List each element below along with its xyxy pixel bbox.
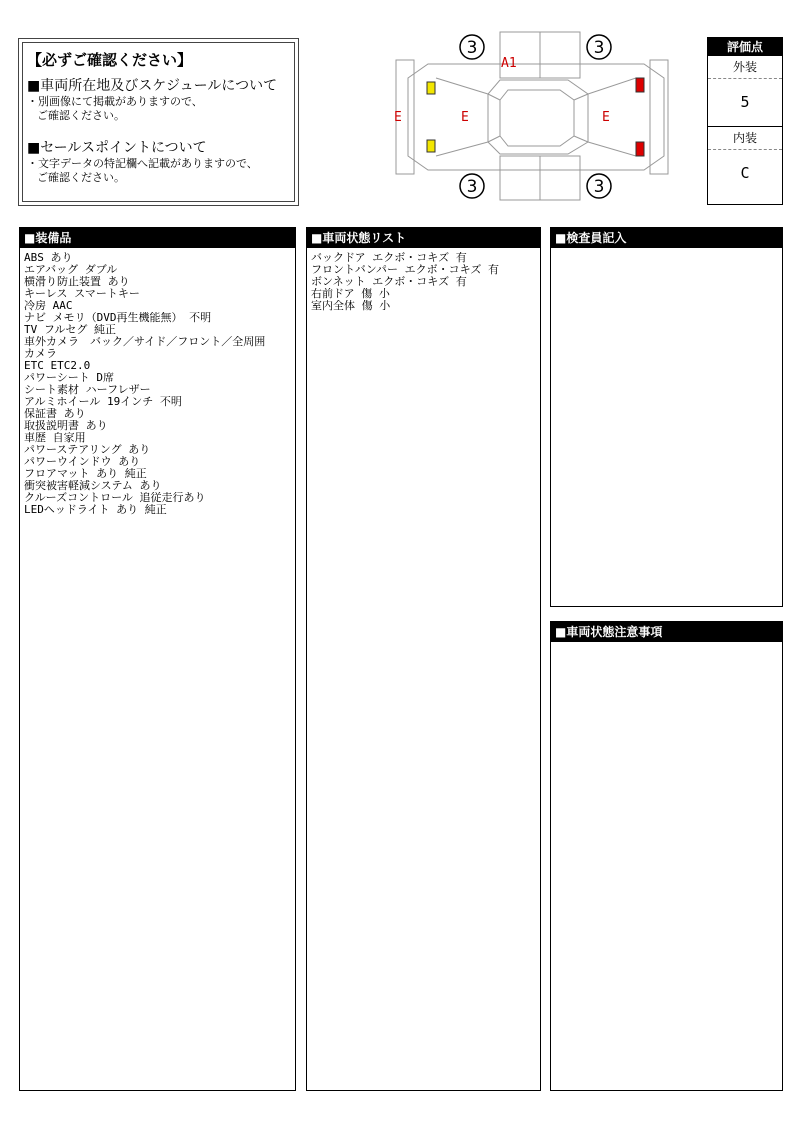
equipment-item: フロアマット あり 純正: [24, 468, 147, 480]
condition-list-panel: [306, 227, 541, 1091]
equipment-item: ナビ メモリ（DVD再生機能無） 不明: [24, 312, 212, 324]
notice-section1-line1: ・別画像にて掲載がありますので、: [27, 95, 203, 108]
notice-section2-line2: ご確認ください。: [37, 171, 125, 184]
rear-right-light: [427, 140, 435, 152]
wheel-front-right-score: 3: [593, 38, 605, 58]
notes-header: ■車両状態注意事項: [551, 622, 782, 642]
notice-section1-line2: ご確認ください。: [37, 109, 125, 122]
equipment-item: シート素材 ハーフレザー: [24, 384, 151, 396]
equipment-item: ETC ETC2.0: [24, 360, 91, 372]
condition-item: 右前ドア 傷 小: [311, 288, 390, 300]
notice-inner-border: [22, 42, 295, 202]
inspector-panel: [550, 227, 783, 607]
equipment-item: パワーステアリング あり: [24, 444, 151, 456]
notes-panel: [550, 621, 783, 1091]
front-bumper-outline: [650, 60, 668, 174]
rear-damage-marker: E: [461, 110, 469, 125]
equipment-item: アルミホイール 19インチ 不明: [24, 396, 182, 408]
equipment-item: LEDヘッドライト あり 純正: [24, 504, 167, 516]
wheel-rear-left-score: 3: [466, 177, 478, 197]
inspector-header: ■検査員記入: [551, 228, 782, 248]
condition-item: バックドア エクボ・コキズ 有: [311, 252, 467, 264]
exterior-value: 5: [740, 93, 750, 111]
equipment-item: 保証書 あり: [24, 408, 86, 420]
equipment-item: 車外カメラ バック／サイド／フロント／全周囲: [24, 336, 266, 348]
equipment-item: ABS あり: [24, 252, 73, 264]
equipment-item: クルーズコントロール 追従走行あり: [24, 492, 206, 504]
equipment-item: キーレス スマートキー: [24, 288, 140, 300]
equipment-list: [20, 248, 295, 520]
equipment-item: TV フルセグ 純正: [24, 324, 117, 336]
front-right-light: [636, 142, 644, 156]
bumper-damage-marker: E: [394, 110, 402, 125]
condition-list-header: ■車両状態リスト: [307, 228, 540, 248]
notice-box: [18, 38, 299, 206]
condition-item: 室内全体 傷 小: [311, 300, 391, 312]
condition-list: [307, 248, 540, 316]
wheel-rear-right-score: 3: [593, 177, 605, 197]
notice-section2-line1: ・文字データの特記欄へ記載がありますので、: [27, 157, 258, 170]
cabin-outline: [488, 80, 588, 154]
equipment-item: 取扱説明書 あり: [24, 420, 108, 432]
wheel-front-left-score: 3: [466, 38, 478, 58]
car-condition-diagram: [388, 30, 684, 202]
condition-item: ボンネット エクボ・コキズ 有: [311, 276, 467, 288]
equipment-item: パワーウインドウ あり: [24, 456, 141, 468]
front-left-light: [636, 78, 644, 92]
exterior-label: 外装: [708, 56, 782, 79]
equipment-item: エアバッグ ダブル: [24, 264, 118, 276]
hood-damage-marker: A1: [501, 56, 517, 71]
notice-section2-heading: ■セールスポイントについて: [27, 140, 207, 156]
equipment-item: パワーシート D席: [24, 372, 115, 384]
rear-left-light: [427, 82, 435, 94]
equipment-header: ■装備品: [20, 228, 295, 248]
rating-header: 評価点: [708, 38, 782, 56]
equipment-item: 横滑り防止装置 あり: [24, 276, 130, 288]
condition-item: フロントバンパー エクボ・コキズ 有: [311, 264, 500, 276]
equipment-item: 冷房 AAC: [24, 300, 73, 312]
interior-label: 内装: [708, 126, 782, 150]
equipment-item: カメラ: [24, 348, 57, 360]
notice-section1-heading: ■車両所在地及びスケジュールについて: [27, 78, 278, 94]
rating-box: [707, 37, 783, 205]
equipment-panel: [19, 227, 296, 1091]
equipment-item: 衝突被害軽減システム あり: [24, 480, 162, 492]
front-damage-marker: E: [602, 110, 610, 125]
equipment-item: 車歴 自家用: [24, 432, 86, 444]
notice-title: 【必ずご確認ください】: [27, 51, 193, 69]
roof-outline: [500, 90, 574, 146]
interior-value: C: [740, 164, 750, 182]
